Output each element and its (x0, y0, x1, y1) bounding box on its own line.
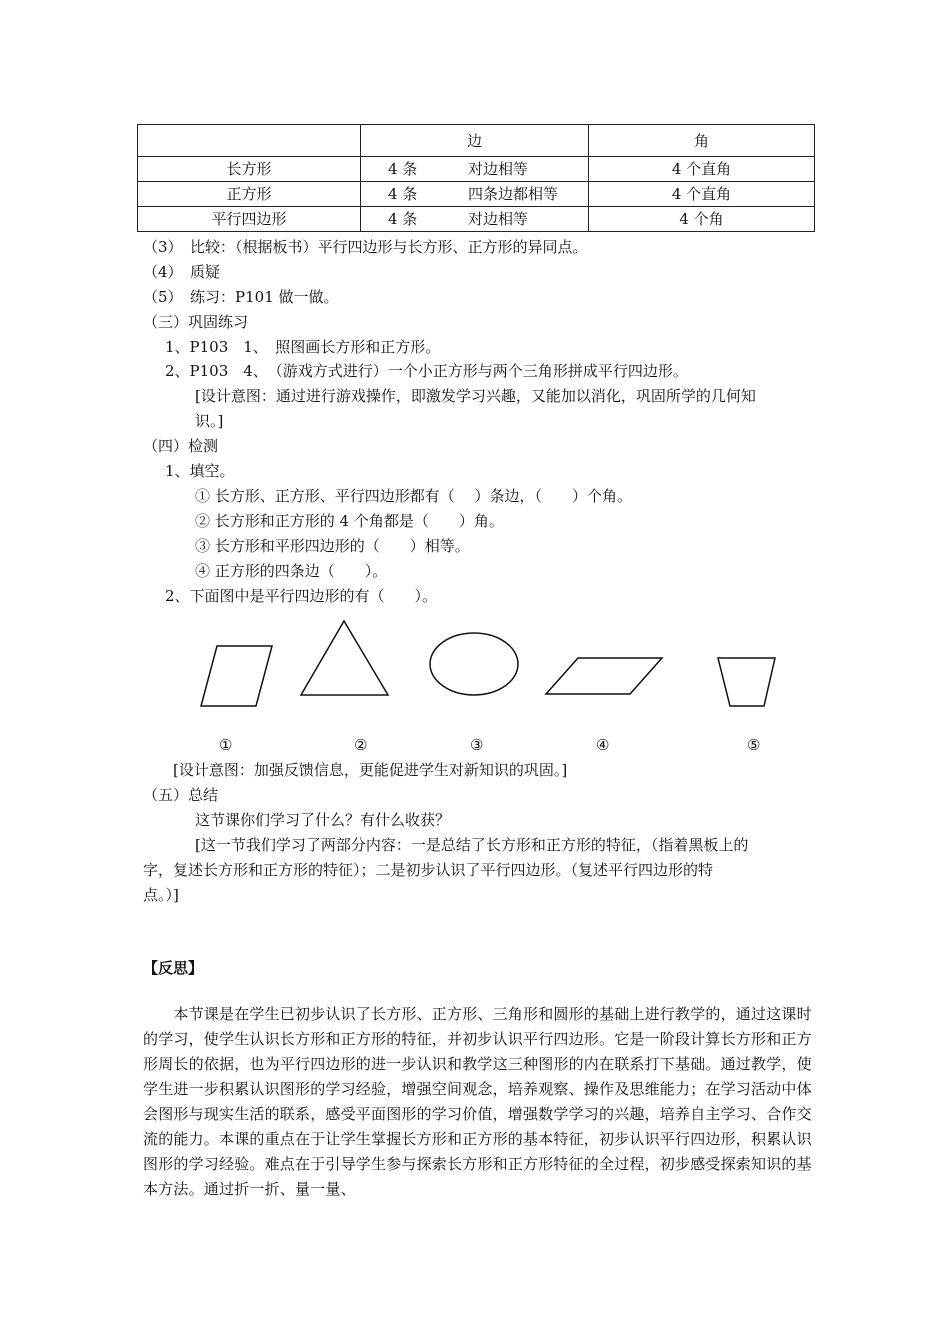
reflection-paragraph: 本节课是在学生已初步认识了长方形、正方形、三角形和圆形的基础上进行教学的，通过这课时的学习，使学生认识长方形和正方形的特征，并初步认识平行四边形。它是一阶段计算长方形和正方形周长的依据，也为平行四边形的进一步认识和教学这三种图形的内在联系打下基础。通过教学，使学生进一步积累认识图形的学习经验，增强空间观念，培养观察、操作及思维能力；在学习活动中体会图形与现实生活的联系，感受平面图形的学习价值，增强数学学习的兴趣，培养自主学习、合作交流的能力。本课的重点在于让学生掌握长方形和正方形的基本特征，初步认识平行四边形，积累认识图形的学习经验。难点在于引导学生参与探索长方形和正方形特征的全过程，初步感受探索知识的基本方法。通过折一折、量一量、 (143, 1005, 812, 1198)
summary-answer: [这一节我们学习了两部分内容：一是总结了长方形和正方形的特征，（指着黑板上的 (195, 836, 749, 854)
parallelogram-shape (201, 646, 272, 706)
design-note: [设计意图：通过进行游戏操作，即激发学习兴趣，又能加以消化，巩固所学的几何知 (195, 387, 756, 405)
figure-label: ⑤ (747, 736, 761, 754)
side-count: 4 条 (388, 185, 418, 203)
ellipse-shape (430, 633, 518, 695)
shapes-figure (0, 610, 950, 710)
question-line: （4） 质疑 (143, 263, 221, 281)
figure-question: 2、下面图中是平行四边形的有（ ）。 (165, 587, 438, 605)
fill-item: ④ 正方形的四条边（ ）。 (195, 562, 388, 580)
fill-item: ① 长方形、正方形、平行四边形都有（ ）条边，（ ）个角。 (195, 487, 633, 505)
side-cell (361, 182, 589, 207)
table-header-cell: 角 (589, 125, 815, 157)
figure-label: ① (219, 736, 233, 754)
parallelogram-shape (546, 658, 662, 694)
angle-cell: 4 个直角 (589, 182, 815, 207)
side-count: 4 条 (388, 210, 418, 228)
table-header-cell: 边 (361, 125, 589, 157)
practice-line: （5） 练习：P101 做一做。 (143, 288, 339, 306)
triangle-shape (301, 621, 388, 695)
summary-answer-cont: 点。）] (143, 886, 179, 904)
table-header-row (138, 125, 815, 157)
section-heading: （三）巩固练习 (143, 313, 249, 331)
design-note-cont: 识。] (195, 412, 224, 430)
side-cell (361, 157, 589, 182)
shape-cell: 正方形 (138, 182, 361, 207)
section-heading: （五）总结 (143, 786, 219, 804)
fill-item: ③ 长方形和平形四边形的（ ）相等。 (195, 537, 470, 555)
summary-answer-cont: 字，复述长方形和正方形的特征）；二是初步认识了平行四边形。（复述平行四边形的特 (143, 861, 714, 879)
table-header-cell (138, 125, 361, 157)
comparison-table (137, 124, 815, 232)
section-heading: （四）检测 (143, 437, 219, 455)
angle-cell: 4 个角 (589, 207, 815, 232)
summary-question: 这节课你们学习了什么？有什么收获？ (195, 811, 451, 829)
fill-heading: 1、填空。 (165, 462, 235, 480)
side-desc: 四条边都相等 (468, 185, 559, 203)
figure-label: ③ (470, 736, 484, 754)
fill-item: ② 长方形和正方形的 4 个角都是（ ）角。 (195, 512, 504, 530)
table-row (138, 157, 815, 182)
figure-label: ④ (596, 736, 610, 754)
table-row (138, 207, 815, 232)
exercise-item: 2、P103 4、 （游戏方式进行）一个小正方形与两个三角形拼成平行四边形。 (165, 362, 688, 380)
table-row (138, 182, 815, 207)
design-note: [设计意图：加强反馈信息，更能促进学生对新知识的巩固。] (173, 761, 568, 779)
side-cell (361, 207, 589, 232)
shape-cell: 平行四边形 (138, 207, 361, 232)
shape-cell: 长方形 (138, 157, 361, 182)
side-count: 4 条 (388, 160, 418, 178)
figure-label: ② (354, 736, 368, 754)
exercise-item: 1、P103 1、 照图画长方形和正方形。 (165, 338, 441, 356)
angle-cell: 4 个直角 (589, 157, 815, 182)
compare-line: （3） 比较：（根据板书）平行四边形与长方形、正方形的异同点。 (143, 238, 588, 256)
trapezoid-shape (718, 658, 775, 706)
reflection-title: 【反思】 (143, 959, 204, 977)
side-desc: 对边相等 (468, 210, 529, 228)
side-desc: 对边相等 (468, 160, 529, 178)
